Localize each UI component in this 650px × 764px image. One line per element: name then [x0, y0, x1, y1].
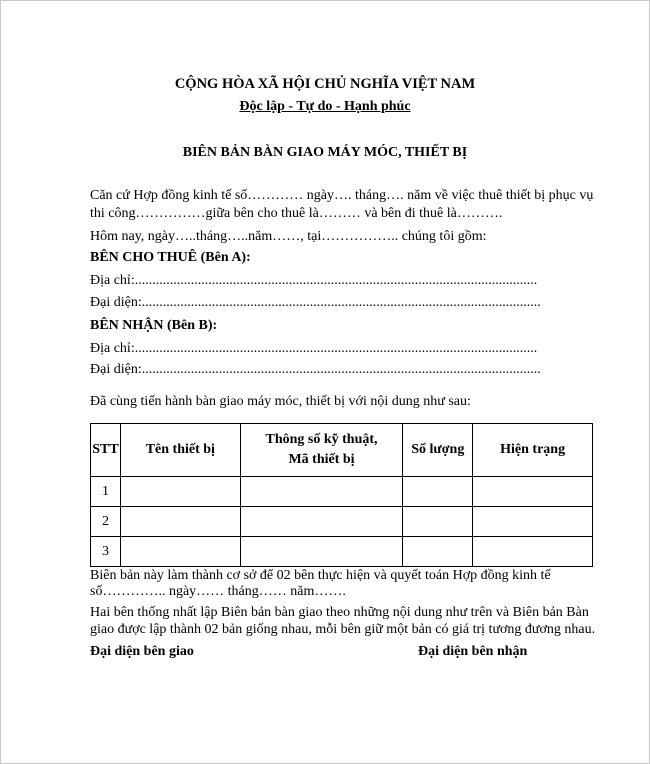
signature-giver: Đại diện bên giao: [90, 644, 194, 659]
cell-status: [473, 507, 593, 537]
header-equipment-name: Tên thiết bị: [120, 424, 240, 477]
national-motto: Độc lập - Tự do - Hạnh phúc: [239, 99, 411, 114]
cell-equipment-name: [120, 477, 240, 507]
header-quantity: Số lượng: [403, 424, 473, 477]
national-title: CỘNG HÒA XÃ HỘI CHỦ NGHĨA VIỆT NAM: [174, 76, 476, 92]
intro-line-1: Căn cứ Hợp đồng kinh tế số………… ngày…. tháng…. năm về việc thuê thiết bị phục vụ: [90, 188, 594, 203]
document-title: BIÊN BẢN BÀN GIAO MÁY MÓC, THIẾT BỊ: [182, 145, 468, 160]
signature-receiver: Đại diện bên nhận: [418, 644, 528, 659]
header-spec: [240, 424, 403, 477]
row-number: 1: [91, 477, 121, 507]
cell-spec: [240, 537, 403, 567]
table-header-row: [91, 424, 593, 477]
intro-line-3: Hôm nay, ngày…..tháng…..năm……, tại…………….. chúng tôi gồm:: [90, 229, 487, 244]
closing-line-4: giao được lập thành 02 bản giống nhau, mỗi bên giữ một bản có giá trị tương đương nhau.: [90, 622, 596, 637]
header-spec-line-1: Thông số kỹ thuật,: [265, 432, 378, 447]
party-b-heading: BÊN NHẬN (Bên B):: [90, 318, 218, 333]
cell-equipment-name: [120, 507, 240, 537]
closing-line-3: Hai bên thống nhất lập Biên bản bàn giao theo những nội dung như trên và Biên bản Bàn: [90, 605, 589, 620]
row-number: 2: [91, 507, 121, 537]
header-status: Hiện trạng: [473, 424, 593, 477]
equipment-table: [90, 423, 593, 567]
party-a-representative: Đại diện:..................................................................................................................: [90, 295, 541, 310]
party-a-address: Địa chỉ:...................................................................................................................: [90, 273, 538, 288]
header-stt: STT: [91, 424, 121, 477]
party-b-address: Địa chỉ:...................................................................................................................: [90, 341, 538, 356]
table-row: [91, 477, 593, 507]
handover-intro: Đã cùng tiến hành bàn giao máy móc, thiết bị với nội dung như sau:: [90, 394, 471, 409]
party-a-heading: BÊN CHO THUÊ (Bên A):: [90, 250, 251, 265]
cell-equipment-name: [120, 537, 240, 567]
cell-spec: [240, 507, 403, 537]
header-spec-line-2: Mã thiết bị: [288, 452, 355, 467]
cell-quantity: [403, 477, 473, 507]
closing-line-1: Biên bản này làm thành cơ sở để 02 bên thực hiện và quyết toán Hợp đồng kinh tế: [90, 568, 551, 583]
cell-status: [473, 537, 593, 567]
row-number: 3: [91, 537, 121, 567]
closing-line-2: số………….. ngày…… tháng…… năm…….: [90, 584, 346, 599]
table-row: [91, 537, 593, 567]
cell-status: [473, 477, 593, 507]
party-b-representative: Đại diện:..................................................................................................................: [90, 362, 541, 377]
cell-quantity: [403, 507, 473, 537]
cell-spec: [240, 477, 403, 507]
intro-line-2: thi công……………giữa bên cho thuê là……… và bên đi thuê là……….: [90, 206, 503, 221]
cell-quantity: [403, 537, 473, 567]
table-row: [91, 507, 593, 537]
